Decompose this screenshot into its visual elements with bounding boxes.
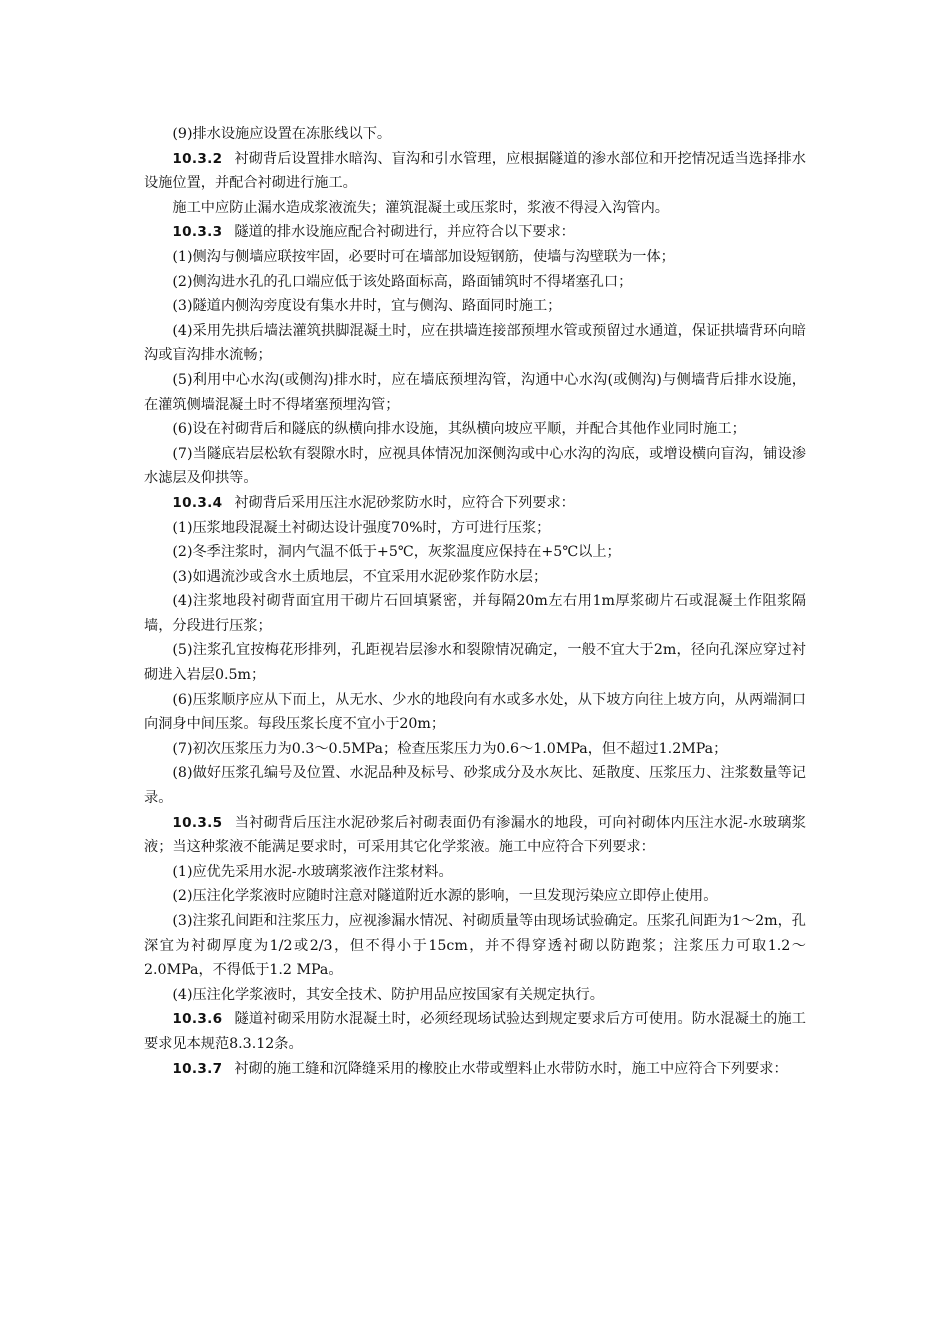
paragraph-p26 bbox=[144, 1007, 806, 1056]
paragraph-p27 bbox=[144, 1057, 806, 1082]
section-number: 10.3.4 bbox=[172, 494, 223, 511]
paragraph-text: (1)侧沟与侧墙应联按牢固，必要时可在墙部加设短钢筋，使墙与沟壁联为一体； bbox=[172, 248, 675, 265]
paragraph-text: (2)压注化学浆液时应随时注意对隧道附近水源的影响，一旦发现污染应立即停止使用。 bbox=[172, 888, 718, 905]
paragraph-text: (3)隧道内侧沟旁度设有集水井时，宜与侧沟、路面同时施工； bbox=[172, 298, 562, 315]
paragraph-p4 bbox=[144, 220, 806, 245]
section-number: 10.3.3 bbox=[172, 224, 223, 241]
paragraph-p21 bbox=[144, 811, 806, 860]
paragraph-text: (9)排水设施应设置在冻胀线以下。 bbox=[172, 126, 392, 142]
section-number: 10.3.5 bbox=[172, 814, 223, 831]
section-number: 10.3.2 bbox=[172, 150, 223, 167]
paragraph-text: (3)注浆孔间距和注浆压力，应视渗漏水情况、衬砌质量等由现场试验确定。压浆孔间距为1～2m，孔深宜为衬砌厚度为1/2或2/3，但不得小于15cm，并不得穿透衬砌以防跑浆；注浆压力可取1.2～2.0MPa，不得低于1.2 MPa。 bbox=[144, 913, 806, 979]
paragraph-text: 施工中应防止漏水造成浆液流失；灌筑混凝土或压浆时，浆液不得浸入沟管内。 bbox=[172, 199, 669, 216]
paragraph-text: (2)冬季注浆时，洞内气温不低于+5℃，灰浆温度应保持在+5℃以上； bbox=[172, 544, 621, 561]
paragraph-p1 bbox=[144, 122, 806, 147]
paragraph-p6 bbox=[144, 270, 806, 295]
paragraph-text: (5)利用中心水沟(或侧沟)排水时，应在墙底预埋沟管，沟通中心水沟(或侧沟)与侧墙背后排水设施，在灌筑侧墙混凝土时不得堵塞预埋沟管； bbox=[144, 371, 806, 413]
paragraph-p15 bbox=[144, 565, 806, 590]
section-number: 10.3.6 bbox=[172, 1011, 223, 1028]
paragraph-p22 bbox=[144, 860, 806, 885]
paragraph-text: (8)做好压浆孔编号及位置、水泥品种及标号、砂浆成分及水灰比、延散度、压浆压力、注浆数量等记录。 bbox=[144, 765, 806, 807]
paragraph-text: 当衬砌背后压注水泥砂浆后衬砌表面仍有渗漏水的地段，可向衬砌体内压注水泥-水玻璃浆液；当这种浆液不能满足要求时，可采用其它化学浆液。施工中应符合下列要求： bbox=[144, 814, 806, 856]
section-number: 10.3.7 bbox=[172, 1060, 223, 1077]
paragraph-text: (2)侧沟进水孔的孔口端应低于该处路面标高，路面铺筑时不得堵塞孔口； bbox=[172, 273, 633, 290]
paragraph-p19 bbox=[144, 737, 806, 762]
paragraph-text: (4)注浆地段衬砌背面宜用干砌片石回填紧密，并每隔20m左右用1m厚浆砌片石或混凝土作阻浆隔墙，分段进行压浆； bbox=[144, 593, 806, 634]
paragraph-text: (6)压浆顺序应从下而上，从无水、少水的地段向有水或多水处，从下坡方向往上坡方向，从两端洞口向洞身中间压浆。每段压浆长度不宜小于20m； bbox=[144, 691, 806, 733]
paragraph-p25 bbox=[144, 983, 806, 1008]
paragraph-p2 bbox=[144, 147, 806, 196]
paragraph-text: 隧道的排水设施应配合衬砌进行，并应符合以下要求： bbox=[234, 224, 575, 241]
paragraph-text: 衬砌的施工缝和沉降缝采用的橡胶止水带或塑料止水带防水时，施工中应符合下列要求： bbox=[234, 1060, 788, 1077]
paragraph-text: (1)应优先采用水泥-水玻璃浆液作注浆材料。 bbox=[172, 863, 453, 880]
paragraph-p18 bbox=[144, 688, 806, 737]
paragraph-text: (7)当隧底岩层松软有裂隙水时，应视具体情况加深侧沟或中心水沟的沟底，或增设横向盲沟，铺设渗水滤层及仰拱等。 bbox=[144, 445, 806, 487]
paragraph-text: 衬砌背后采用压注水泥砂浆防水时，应符合下列要求： bbox=[234, 494, 575, 511]
paragraph-p13 bbox=[144, 516, 806, 541]
paragraph-p23 bbox=[144, 884, 806, 909]
paragraph-p3 bbox=[144, 196, 806, 221]
paragraph-text: 衬砌背后设置排水暗沟、盲沟和引水管理，应根据隧道的渗水部位和开挖情况适当选择排水设施位置，并配合衬砌进行施工。 bbox=[144, 150, 806, 192]
paragraph-text: (6)设在衬砌背后和隧底的纵横向排水设施，其纵横向坡应平顺，并配合其他作业同时施工； bbox=[172, 421, 746, 438]
paragraph-p7 bbox=[144, 294, 806, 319]
paragraph-text: (7)初次压浆压力为0.3～0.5MPa；检查压浆压力为0.6～1.0MPa，但不超过1.2MPa； bbox=[172, 740, 728, 757]
paragraph-text: (5)注浆孔宜按梅花形排列，孔距视岩层渗水和裂隙情况确定，一般不宜大于2m，径向孔深应穿过衬砌进入岩层0.5m； bbox=[144, 642, 806, 684]
paragraph-p24 bbox=[144, 909, 806, 983]
paragraph-p8 bbox=[144, 319, 806, 368]
paragraph-text: (4)压注化学浆液时，其安全技术、防护用品应按国家有关规定执行。 bbox=[172, 986, 604, 1003]
paragraph-p9 bbox=[144, 368, 806, 417]
paragraph-text: (4)采用先拱后墙法灌筑拱脚混凝土时，应在拱墙连接部预埋水管或预留过水通道，保证拱墙背环向暗沟或盲沟排水流畅； bbox=[144, 322, 806, 364]
paragraph-p11 bbox=[144, 442, 806, 491]
document-page bbox=[144, 122, 806, 1081]
paragraph-p20 bbox=[144, 761, 806, 810]
paragraph-text: 隧道衬砌采用防水混凝土时，必须经现场试验达到规定要求后方可使用。防水混凝土的施工要求见本规范8.3.12条。 bbox=[144, 1011, 806, 1052]
paragraph-p12 bbox=[144, 491, 806, 516]
paragraph-p14 bbox=[144, 540, 806, 565]
paragraph-p16 bbox=[144, 589, 806, 638]
paragraph-p17 bbox=[144, 638, 806, 687]
paragraph-p5 bbox=[144, 245, 806, 270]
paragraph-p10 bbox=[144, 417, 806, 442]
paragraph-text: (1)压浆地段混凝土衬砌达设计强度70%时，方可进行压浆； bbox=[172, 519, 551, 536]
paragraph-text: (3)如遇流沙或含水土质地层，不宜采用水泥砂浆作防水层； bbox=[172, 568, 548, 585]
